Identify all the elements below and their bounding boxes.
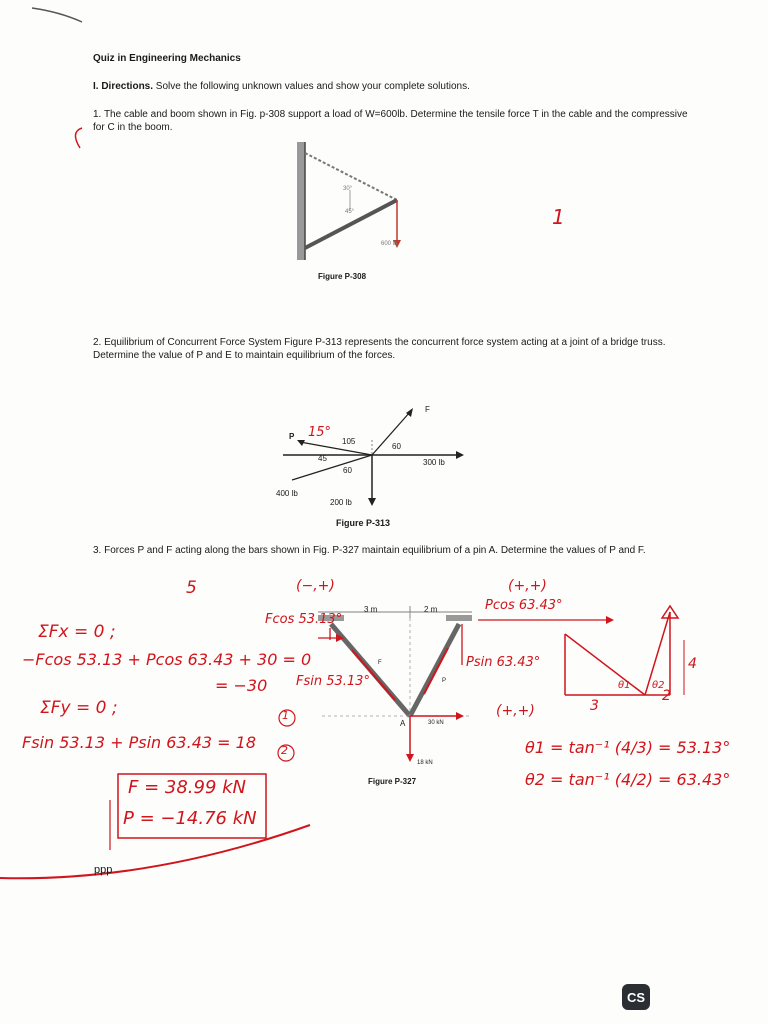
p327-label-f: F (378, 660, 382, 666)
equation-2: Fsin 53.13 + Psin 63.43 = 18 (22, 733, 256, 752)
p327-force-18: 18 kN (417, 760, 433, 766)
theta2-mark: θ2 (652, 680, 665, 691)
problem-1-number: 1. (93, 109, 102, 120)
angle-45-label: 45° (345, 209, 355, 215)
p313-angle-60-upper: 60 (392, 442, 401, 451)
fcos-label: Fcos 53.13° (265, 612, 343, 627)
p313-angle-45: 45 (318, 454, 327, 463)
theta2-equation: θ2 = tan⁻¹ (4/2) = 63.43° (525, 770, 731, 789)
equation-1-number: 1 (282, 709, 289, 722)
tri-hyp-left (565, 634, 645, 695)
theta1-mark: θ1 (618, 680, 631, 691)
p327-point-a: A (400, 719, 406, 728)
p327-dim-2: 2 m (424, 605, 438, 614)
theta1-equation: θ1 = tan⁻¹ (4/3) = 53.13° (525, 738, 731, 757)
p327-label-p: P (442, 678, 447, 684)
triangle-side-3: 3 (590, 698, 599, 714)
footer-ppp: ppp (94, 864, 113, 876)
stray-mark (32, 8, 82, 22)
p313-label-p: P (289, 432, 295, 441)
problem-3-text: 3. Forces P and F acting along the bars shown in Fig. P-327 maintain equilibrium of a pin A. Determine the values of P and F. (93, 545, 646, 556)
equation-1b: = −30 (215, 676, 268, 695)
score-mark: 5 (186, 578, 197, 598)
equation-1: −Fcos 53.13 + Pcos 63.43 + 30 = 0 (22, 650, 312, 669)
margin-mark-1: 1 (552, 205, 565, 229)
pcos-label: Pcos 63.43° (485, 598, 563, 613)
camscanner-logo: CS (622, 984, 650, 1010)
p313-label-f: F (425, 405, 430, 414)
load-label: 600 lb (381, 241, 398, 247)
quadrant-bottom: (+,+) (496, 703, 535, 719)
sum-fy: ΣFy = 0 ; (40, 698, 118, 718)
force-18-arrowhead (406, 754, 414, 762)
scratch-line (0, 825, 310, 878)
fsin-label: Fsin 53.13° (296, 674, 370, 689)
figure-p313-caption: Figure P-313 (336, 518, 391, 528)
bar-p (410, 624, 459, 716)
p1-circle-mark (75, 128, 82, 148)
answer-p: P = −14.76 kN (123, 808, 257, 829)
p327-dim-3: 3 m (364, 605, 378, 614)
problem-2-text: 2. Equilibrium of Concurrent Force System Figure P-313 represents the concurrent force system acting at a joint of a bridge truss. Determine the value of P and E to maintain equilibrium of the forces. (93, 337, 666, 361)
p313-angle-105: 105 (342, 437, 356, 446)
directions-label: I. Directions. (93, 81, 154, 92)
pcos-arrowhead (606, 616, 614, 624)
p327-force-30: 30 kN (428, 720, 444, 726)
p313-force-200: 200 lb (330, 498, 352, 507)
directions-text: Solve the following unknown values and show your complete solutions. (155, 81, 470, 92)
equation-2-number: 2 (281, 744, 288, 757)
figure-p308-caption: Figure P-308 (318, 272, 367, 281)
right-support (446, 615, 472, 621)
triangle-height-4: 4 (688, 656, 697, 672)
angle-30-label: 30° (343, 186, 353, 192)
quadrant-right: (+,+) (508, 578, 547, 594)
figure-p327-caption: Figure P-327 (368, 777, 417, 786)
answer-f: F = 38.99 kN (128, 777, 247, 798)
p313-force-400: 400 lb (276, 489, 298, 498)
quadrant-left: (−,+) (296, 578, 335, 594)
psin-label: Psin 63.43° (466, 655, 541, 670)
p313-angle-60-lower: 60 (343, 466, 352, 475)
quiz-title: Quiz in Engineering Mechanics (93, 53, 241, 64)
p313-force-300: 300 lb (423, 458, 445, 467)
force-30-arrowhead (456, 712, 464, 720)
bar-p-highlight (424, 648, 448, 694)
p313-angle-15: 15° (308, 425, 332, 440)
problem-1-text: The cable and boom shown in Fig. p-308 support a load of W=600lb. Determine the tensile force T in the cable and the compressive for C in the boom. (93, 109, 688, 133)
triangle-side-2: 2 (662, 688, 671, 704)
sum-fx: ΣFx = 0 ; (38, 622, 116, 642)
